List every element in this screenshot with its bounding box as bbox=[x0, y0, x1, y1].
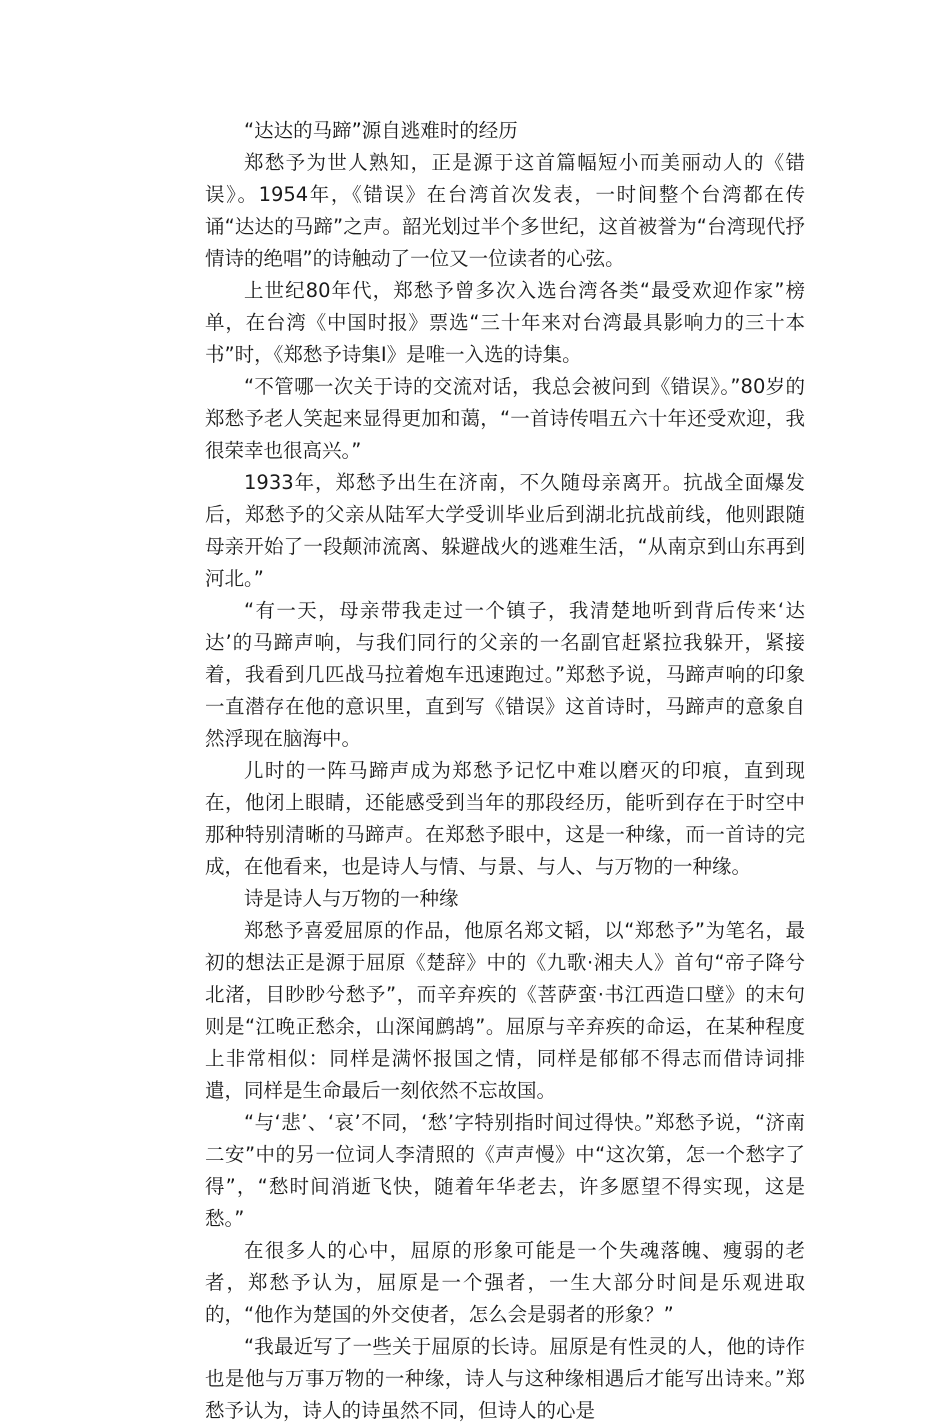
paragraph: 1933年，郑愁予出生在济南，不久随母亲离开。抗战全面爆发后，郑愁予的父亲从陆军大学受训毕业后到湖北抗战前线，他则跟随母亲开始了一段颠沛流离、躲避战火的逃难生活，“从南京到山东再到河北。” bbox=[205, 471, 805, 590]
paragraph: “与‘悲’、‘哀’不同，‘愁’字特别指时间过得快。”郑愁予说，“济南二安”中的另一位词人李清照的《声声慢》中“这次第，怎一个愁字了得”，“愁时间消逝飞快，随着年华老去，许多愿望不得实现，这是愁。” bbox=[205, 1111, 805, 1230]
section-heading-1: “达达的马蹄”源自逃难时的经历 bbox=[244, 119, 518, 142]
paragraph: “有一天，母亲带我走过一个镇子，我清楚地听到背后传来‘达达’的马蹄声响，与我们同行的父亲的一名副官赶紧拉我躲开，紧接着，我看到几匹战马拉着炮车迅速跑过。”郑愁予说，马蹄声响的印象一直潜存在他的意识里，直到写《错误》这首诗时，马蹄声的意象自然浮现在脑海中。 bbox=[205, 599, 805, 750]
section-heading-2: 诗是诗人与万物的一种缘 bbox=[244, 887, 459, 910]
paragraph: 上世纪80年代，郑愁予曾多次入选台湾各类“最受欢迎作家”榜单，在台湾《中国时报》票选“三十年来对台湾最具影响力的三十本书”时，《郑愁予诗集Ⅰ》是唯一入选的诗集。 bbox=[205, 279, 805, 366]
paragraph: “我最近写了一些关于屈原的长诗。屈原是有性灵的人，他的诗作也是他与万事万物的一种缘，诗人与这种缘相遇后才能写出诗来。”郑愁予认为，诗人的诗虽然不同，但诗人的心是 bbox=[205, 1335, 805, 1422]
article-body bbox=[205, 115, 805, 1427]
paragraph: “不管哪一次关于诗的交流对话，我总会被问到《错误》。”80岁的郑愁予老人笑起来显得更加和蔼，“一首诗传唱五六十年还受欢迎，我很荣幸也很高兴。” bbox=[205, 375, 805, 462]
paragraph: 在很多人的心中，屈原的形象可能是一个失魂落魄、瘦弱的老者，郑愁予认为，屈原是一个强者，一生大部分时间是乐观进取的，“他作为楚国的外交使者，怎么会是弱者的形象？” bbox=[205, 1239, 805, 1326]
paragraph: 郑愁予为世人熟知，正是源于这首篇幅短小而美丽动人的《错误》。1954年，《错误》在台湾首次发表，一时间整个台湾都在传诵“达达的马蹄”之声。韶光划过半个多世纪，这首被誉为“台湾现代抒情诗的绝唱”的诗触动了一位又一位读者的心弦。 bbox=[205, 151, 805, 270]
paragraph: 郑愁予喜爱屈原的作品，他原名郑文韬，以“郑愁予”为笔名，最初的想法正是源于屈原《楚辞》中的《九歌·湘夫人》首句“帝子降兮北渚，目眇眇兮愁予”，而辛弃疾的《菩萨蛮·书江西造口壁》的末句则是“江晚正愁余，山深闻鹧鸪”。屈原与辛弃疾的命运，在某种程度上非常相似：同样是满怀报国之情，同样是郁郁不得志而借诗词排遣，同样是生命最后一刻依然不忘故国。 bbox=[205, 919, 805, 1102]
paragraph: 儿时的一阵马蹄声成为郑愁予记忆中难以磨灭的印痕，直到现在，他闭上眼睛，还能感受到当年的那段经历，能听到存在于时空中那种特别清晰的马蹄声。在郑愁予眼中，这是一种缘，而一首诗的完成，在他看来，也是诗人与情、与景、与人、与万物的一种缘。 bbox=[205, 759, 805, 878]
